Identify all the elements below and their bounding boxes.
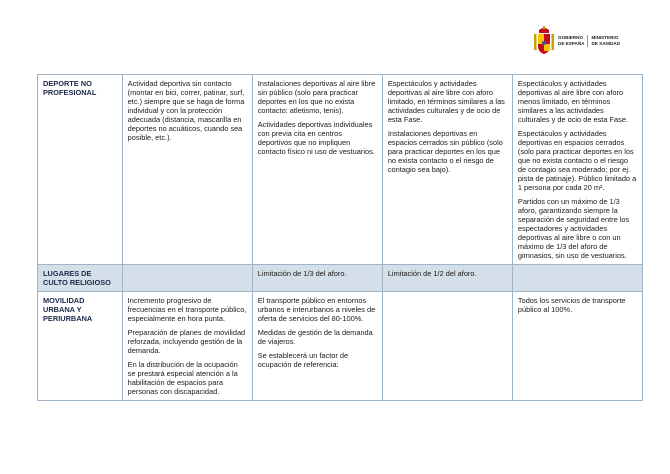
table-row <box>38 265 643 292</box>
coat-of-arms-icon <box>533 26 555 56</box>
row-category: LUGARES DE CULTO RELIGIOSO <box>38 265 123 292</box>
cell-paragraph: Incremento progresivo de frecuencias en el transporte público, especialmente en hora punta. <box>127 296 247 323</box>
phases-table <box>37 74 643 401</box>
cell-paragraph: Limitación de 1/3 del aforo. <box>257 269 347 278</box>
government-name-line2: DE ESPAÑA <box>558 41 585 46</box>
table-cell <box>382 265 512 292</box>
table-cell <box>512 265 642 292</box>
table-row <box>38 292 643 401</box>
cell-paragraph: Actividad deportiva sin contacto (montar en bici, correr, patinar, surf, etc.) siempre que se haga de forma individual y con la protección adecuada (distancia, mascarilla en deportes no acuáticos, cuando sea posible, etc.). <box>127 79 245 142</box>
ministry-name-line1: MINISTERIO <box>591 35 619 40</box>
cell-paragraph: Actividades deportivas individuales con previa cita en centros deportivos que no impliquen contacto físico ni uso de vestuarios. <box>257 120 375 156</box>
page-header <box>0 0 670 66</box>
table-cell <box>512 292 642 401</box>
cell-paragraph: El transporte público en entornos urbanos e interurbanos a niveles de oferta de servicios del 80-100%. <box>257 296 376 323</box>
table-row <box>38 75 643 265</box>
government-logo <box>533 22 620 60</box>
cell-paragraph: Espectáculos y actividades deportivas en espacios cerrados (solo para practicar deportes en los que no exista contacto o el riesgo de contagio sea moderado; por ej. pista de patinaje). Público limitado a 1 persona por cada 20 m². <box>517 129 637 192</box>
ministry-name-line2: DE SANIDAD <box>591 41 621 46</box>
row-category: DEPORTE NO PROFESIONAL <box>38 75 123 265</box>
table-cell <box>122 75 252 265</box>
cell-paragraph: Instalaciones deportivas en espacios cerrados sin público (solo para practicar deportes en los que no exista contacto o el riesgo de contagio sea bajo). <box>387 129 503 174</box>
table-cell <box>382 75 512 265</box>
cell-paragraph: Instalaciones deportivas al aire libre sin público (solo para practicar deportes en los que no exista contacto: atletismo, tenis). <box>257 79 376 115</box>
cell-paragraph: Se establecerá un factor de ocupación de referencia: <box>257 351 349 369</box>
cell-paragraph: En la distribución de la ocupación se prestará especial atención a la habilitación de espacios para personas con discapacidad. <box>127 360 238 396</box>
cell-paragraph: Limitación de 1/2 del aforo. <box>387 269 477 278</box>
table-cell <box>252 75 382 265</box>
government-name <box>558 35 584 47</box>
table-cell <box>382 292 512 401</box>
cell-paragraph: Espectáculos y actividades deportivas al aire libre con aforo limitado, en términos similares a las actividades culturales y de ocio de esta Fase. <box>387 79 505 124</box>
ministry-name <box>587 35 620 47</box>
table-cell <box>512 75 642 265</box>
cell-paragraph: Espectáculos y actividades deportivas al aire libre con aforo menos limitado, en términos similares a las actividades culturales y de ocio de esta Fase. <box>517 79 628 124</box>
table-cell <box>252 292 382 401</box>
government-name-line1: GOBIERNO <box>558 35 584 40</box>
table-cell <box>122 265 252 292</box>
cell-paragraph: Preparación de planes de movilidad reforzada, incluyendo gestión de la demanda. <box>127 328 246 355</box>
cell-paragraph: Todos los servicios de transporte público al 100%. <box>517 296 626 314</box>
table-cell <box>252 265 382 292</box>
cell-paragraph: Medidas de gestión de la demanda de viajeros. <box>257 328 373 346</box>
table-cell <box>122 292 252 401</box>
row-category: MOVILIDAD URBANA Y PERIURBANA <box>38 292 123 401</box>
cell-paragraph: Partidos con un máximo de 1/3 aforo, garantizando siempre la separación de seguridad entre los espectadores y actividades deportivas al aire libre o con un máximo de 1/3 del aforo de gimnasios, sin uso de vestuarios. <box>517 197 630 260</box>
